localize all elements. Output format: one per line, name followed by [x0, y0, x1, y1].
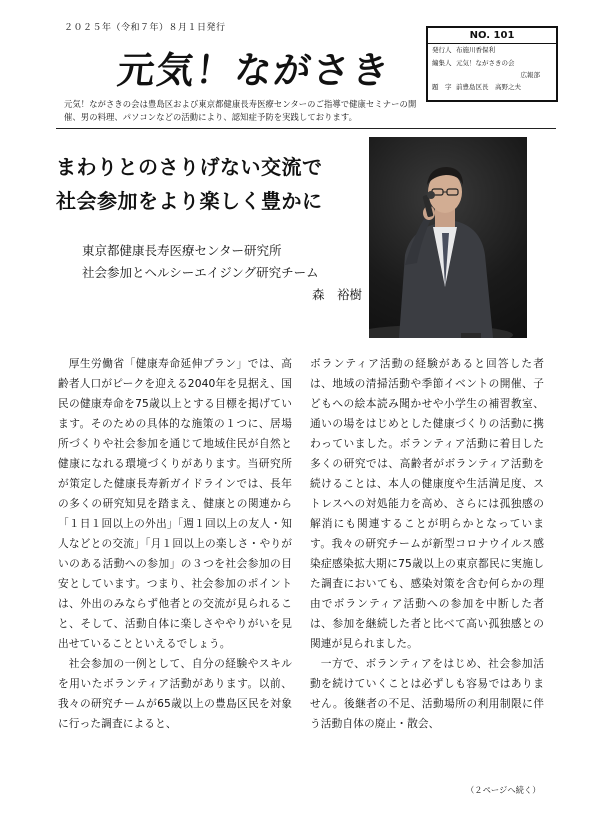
masthead-title: 元気！ながさき	[115, 48, 393, 92]
editor-dept-value: 広報部	[520, 71, 540, 79]
left-paragraph-2: 社会参加の一例として、自分の経験やスキルを用いたボランティア活動があります。以前、我々の研究チームが65歳以上の豊島区民を対象に行った調査によると、	[58, 657, 292, 730]
article-column-right	[310, 354, 544, 734]
author-name: 森 裕樹	[311, 287, 362, 302]
continued-note: （２ページへ続く）	[466, 785, 541, 795]
right-paragraph-1: ボランティア活動の経験があると回答した者は、地域の清掃活動や季節イベントの開催、子どもへの絵本読み聞かせや小学生の補習教室、通いの場をはじめとした健康づくりの活動に携わっていました。ボランティア活動に着目した多くの研究では、高齢者がボランティア活動を続けることは、本人の健康度や生活満足度、ストレスへの対処能力を高め、さらには孤独感の解消にも関連することが明らかとなっています。我々の研究チームが新型コロナウイルス感染症感染拡大期に75歳以上の東京都民に実施した調査においても、感染対策を含む何らかの理由でボランティア活動への参加を中断した者は、参加を継続した者と比べて高い孤独感との関連が見られました。	[310, 357, 544, 650]
headline-line-1: まわりとのさりげない交流で	[56, 155, 323, 179]
publisher-label: 発行人	[432, 46, 452, 54]
calligraphy-value: 前豊島区長 高野之夫	[456, 83, 521, 91]
editor-label: 編集人	[432, 59, 452, 67]
issue-date: ２０２５年（令和７年）８月１日発行	[64, 23, 226, 33]
issue-info-box	[426, 26, 558, 102]
headline-line-2: 社会参加をより楽しく豊かに	[56, 189, 323, 213]
article-headline	[56, 150, 366, 218]
right-paragraph-2: 一方で、ボランティアをはじめ、社会参加活動を続けていくことは必ずしも容易ではありません。後継者の不足、活動場所の利用制限に伴う活動自体の廃止・散会、	[310, 657, 544, 730]
publisher-value: 布施川香保利	[456, 46, 495, 54]
header-divider	[56, 128, 556, 129]
publisher-row	[428, 44, 556, 57]
left-paragraph-1: 厚生労働省「健康寿命延伸プラン」では、高齢者人口がピークを迎える2040年を見据え、国民の健康寿命を75歳以上とする目標を掲げています。そのための具体的な施策の１つに、居場所づくりや社会参加を通じて地域住民が自然と健康になれる環境づくりがあります。当研究所が策定した健康長寿新ガイドラインでは、長年の多くの研究知見を踏まえ、健康との関連から「１日１回以上の外出」「週１回以上の友人・知人などとの交流」「月１回以上の楽しさ・やりがいのある活動への参加」の３つを社会参加の目安としています。つまり、社会参加のポイントは、外出のみならず他者との交流が見られること、そして、活動自体に楽しさややりがいを見出せていることといえるでしょう。	[58, 357, 292, 650]
author-block	[82, 240, 362, 306]
speaker-illustration	[369, 137, 527, 338]
calligraphy-label: 題 字	[432, 83, 452, 91]
author-team: 社会参加とヘルシーエイジング研究チーム	[82, 265, 319, 280]
calligraphy-row	[428, 81, 556, 94]
editor-row	[428, 57, 556, 70]
article-column-left	[58, 354, 292, 734]
editor-dept-row	[428, 70, 556, 81]
editor-value: 元気！ながさきの会	[456, 59, 515, 67]
association-intro: 元気！ながさきの会は豊島区および東京都健康長寿医療センターのご指導で健康セミナーの開催、男の料理、パソコンなどの活動により、認知症予防を実践しております。	[64, 99, 417, 122]
author-organization: 東京都健康長寿医療センター研究所	[82, 243, 282, 258]
speaker-photo	[369, 137, 527, 338]
issue-number: NO. 101	[428, 28, 556, 44]
